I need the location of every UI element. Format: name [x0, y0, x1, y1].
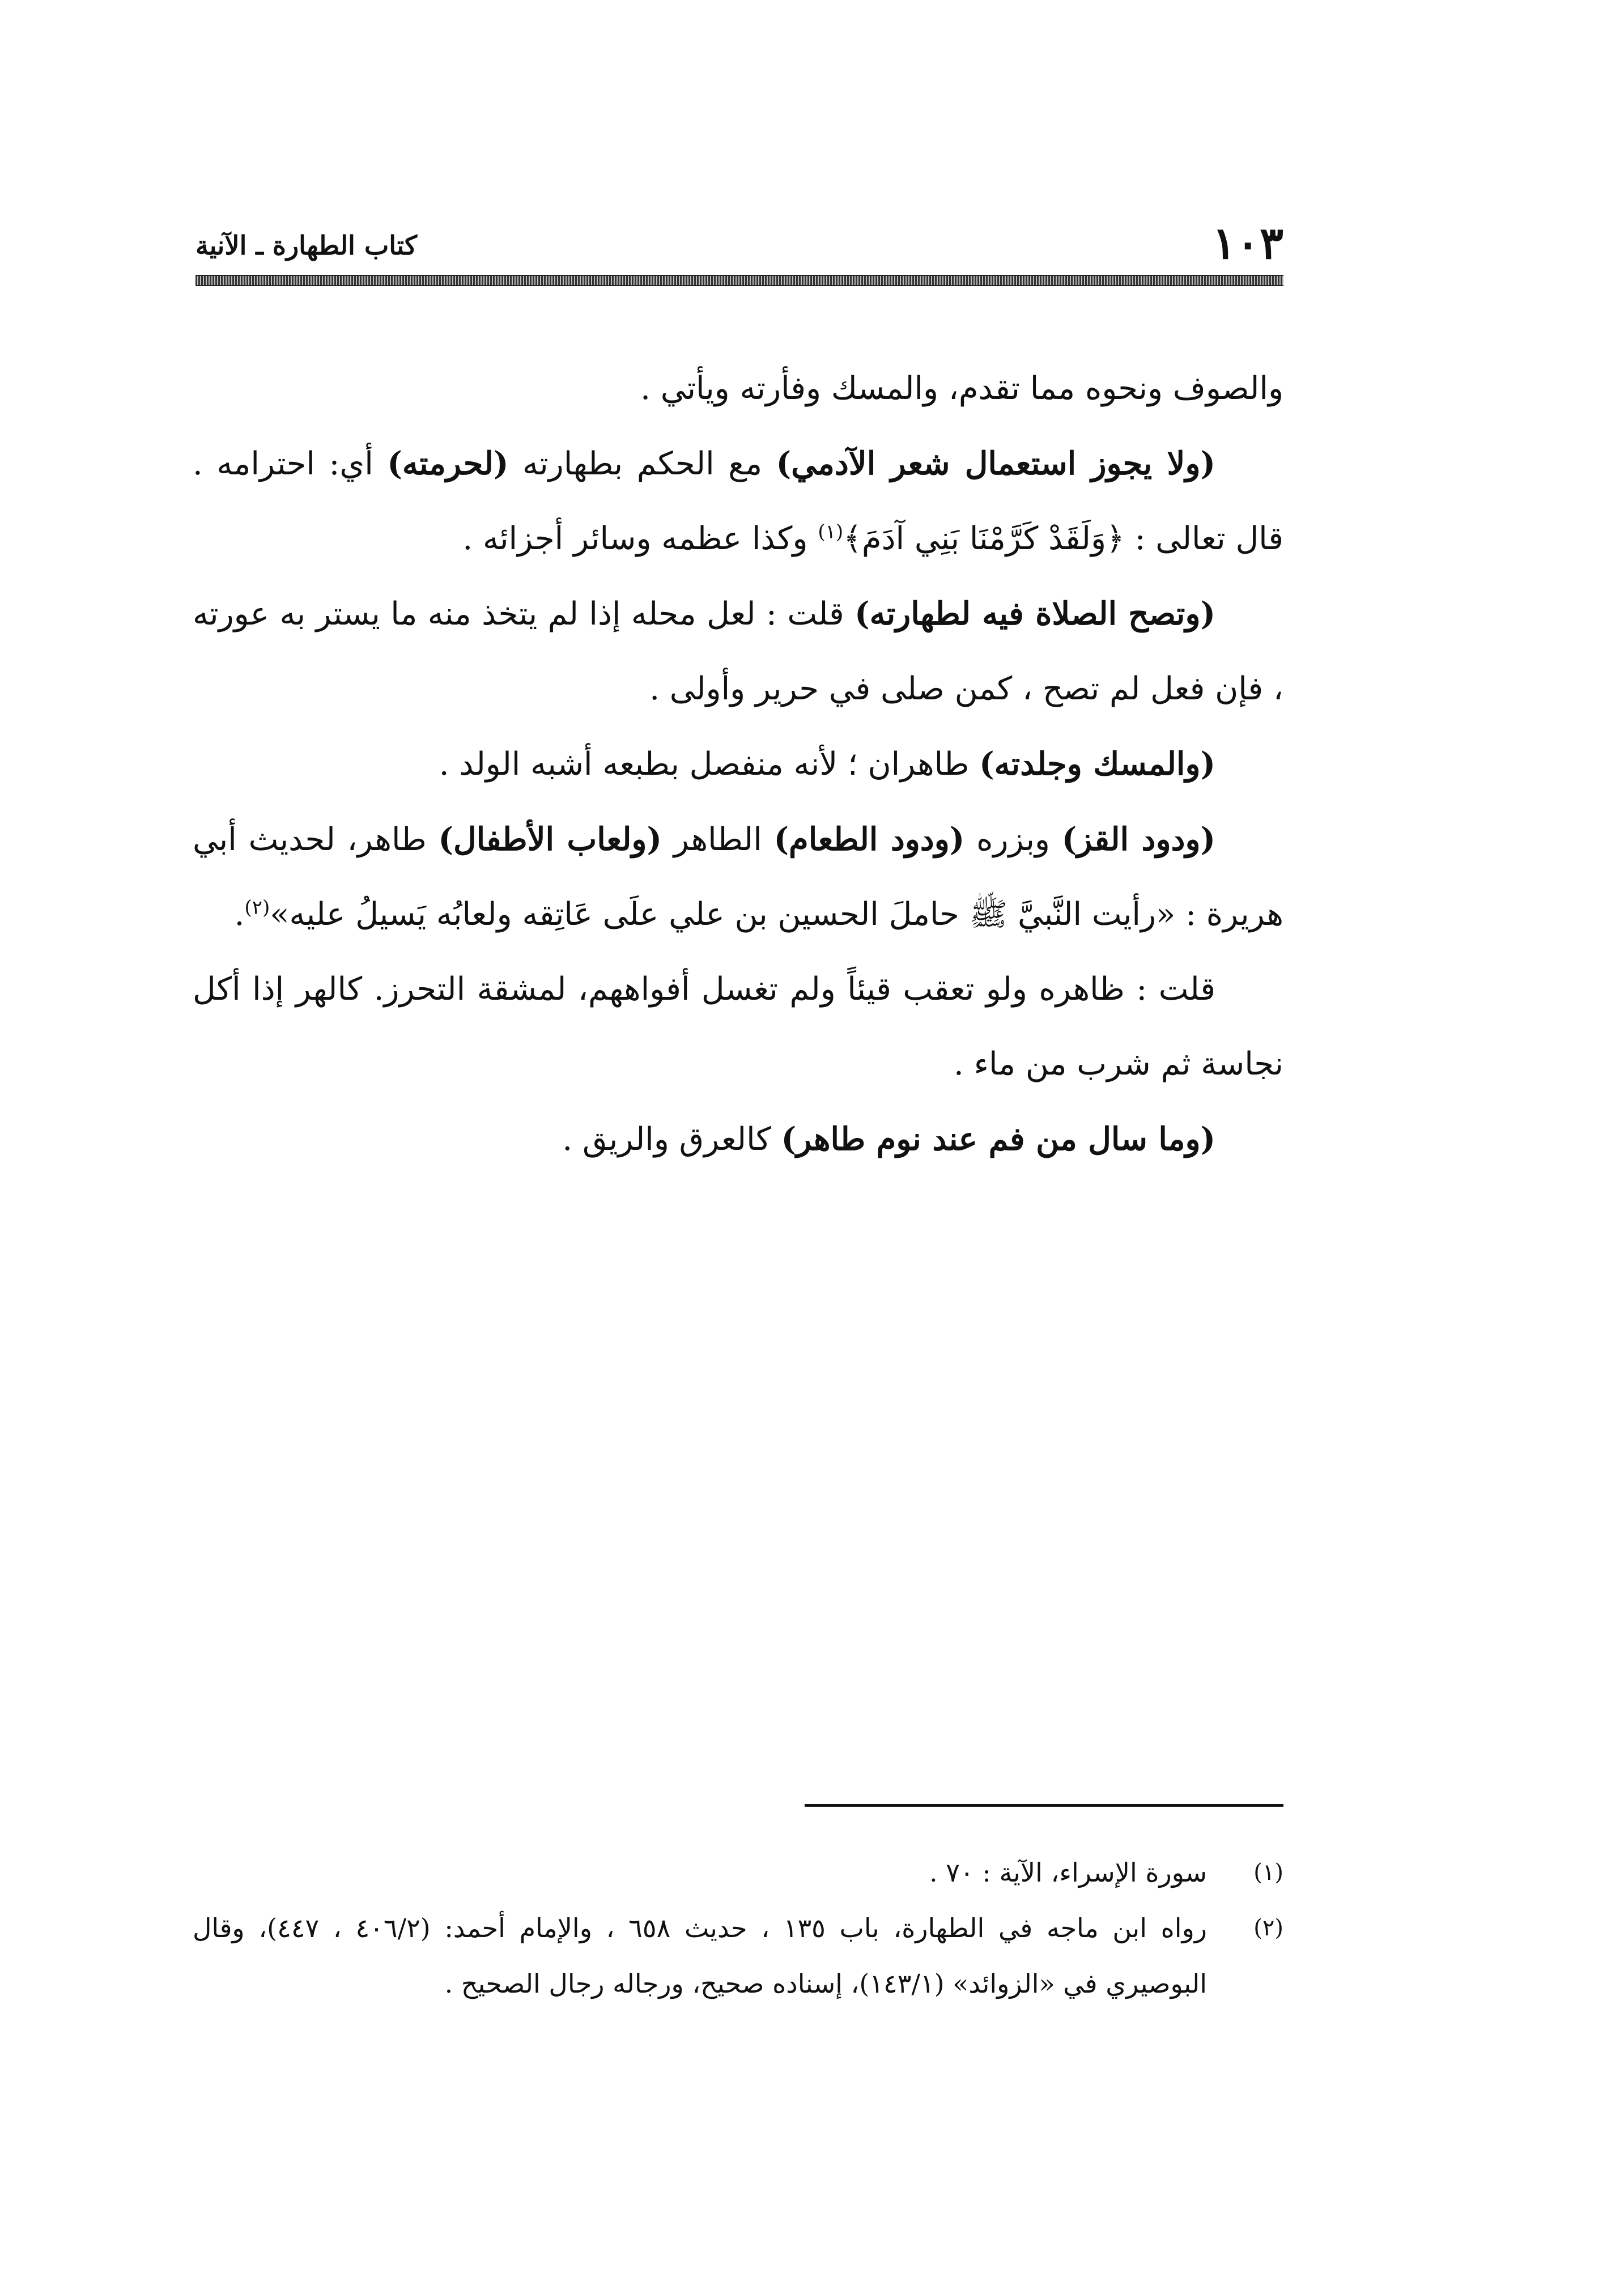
matn-bold-text: (ولعاب الأطفال): [438, 821, 662, 858]
matn-bold-text: (ودود القز): [1061, 821, 1216, 858]
matn-bold-text: (وتصح الصلاة فيه لطهارته): [854, 595, 1215, 632]
footnote-number: (١): [1253, 1859, 1283, 1886]
footnote-number: (٢): [1253, 1915, 1283, 1941]
paragraph-6: قلت : ظاهره ولو تعقب قيئاً ولم تغسل أفواههم، لمشقة التحرز. كالهر إذا أكل نجاسة ثم شرب من ماء .: [193, 971, 1283, 1082]
paragraph-2: (ولا يجوز استعمال شعر الآدمي) مع الحكم بطهارته (لحرمته) أي: احترامه . قال تعالى : ﴿وَلَقَدْ كَرَّمْنَا بَنِي آدَمَ﴾$^{(١)}$ وكذا عظمه وسائر أجزائه .: [193, 445, 1283, 557]
page-number: ١٠٣: [1212, 218, 1283, 269]
header-rule: [195, 275, 1283, 286]
matn-bold-text: (والمسك وجلدته): [979, 745, 1215, 783]
footnote-2: [193, 1900, 1283, 2011]
footnote-separator: [805, 1804, 1283, 1807]
footnote-text: سورة الإسراء، الآية : ٧٠ .: [929, 1857, 1207, 1888]
matn-bold-text: (ولا يجوز استعمال شعر الآدمي): [776, 445, 1215, 482]
paragraph-3: (وتصح الصلاة فيه لطهارته) قلت : لعل محله إذا لم يتخذ منه ما يستر به عورته ، فإن فعل لم تصح ، كمن صلى في حرير وأولى .: [193, 595, 1283, 707]
footnote-text: رواه ابن ماجه في الطهارة، باب ١٣٥ ، حديث ٦٥٨ ، والإمام أحمد: (٤٠٦/٢ ، ٤٤٧)، وقال البوصيري في «الزوائد» (١٤٣/١)، إسناده صحيح، ورجاله رجال الصحيح .: [193, 1913, 1207, 1999]
paragraph-4: (والمسك وجلدته) طاهران ؛ لأنه منفصل بطبعه أشبه الولد .: [439, 745, 1215, 783]
footnote-1: [193, 1845, 1283, 1900]
running-title: كتاب الطهارة ـ الآنية: [195, 230, 418, 261]
matn-bold-text: (وما سال من فم عند نوم طاهر): [781, 1120, 1215, 1158]
paragraph-7: (وما سال من فم عند نوم طاهر) كالعرق والريق .: [562, 1120, 1215, 1158]
footnotes: [193, 1845, 1283, 2011]
footnote-ref-2[interactable]: (٢): [244, 896, 270, 919]
main-text: [193, 351, 1283, 1177]
paragraph-5: (ودود القز) وبزره (ودود الطعام) الطاهر (ولعاب الأطفال) طاهر، لحديث أبي هريرة : «رأيت النَّبيَّ ﷺ حاملَ الحسين بن علي علَى عَاتِقه ولعابُه يَسيلُ عليه»$^{(٢)}$.: [193, 821, 1283, 933]
paragraph-1: والصوف ونحوه مما تقدم، والمسك وفأرته ويأتي .: [640, 370, 1283, 407]
running-header: [195, 218, 1283, 269]
matn-bold-text: (ودود الطعام): [773, 821, 965, 858]
matn-bold-text: (لحرمته): [387, 445, 509, 482]
footnote-ref-1[interactable]: (١): [818, 520, 844, 543]
